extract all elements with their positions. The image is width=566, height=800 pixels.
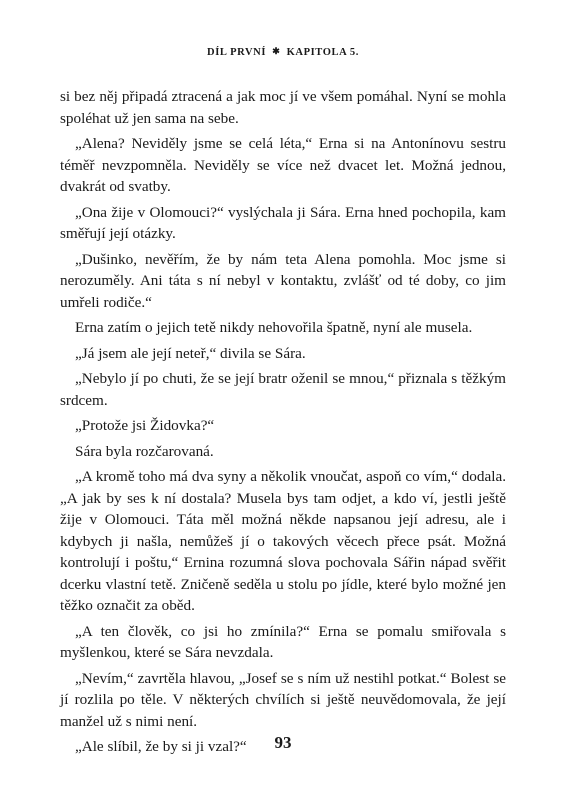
body-text — [60, 86, 506, 758]
paragraph-3: „Ona žije v Olomouci?“ vyslýchala ji Sára. Erna hned pochopila, kam směřují její otázky. — [60, 203, 506, 242]
paragraph-7: „Nebylo jí po chuti, že se její bratr oženil se mnou,“ přiznala s těžkým srdcem. — [60, 370, 506, 409]
paragraph-9: Sára byla rozčarovaná. — [75, 442, 214, 460]
paragraph-5: Erna zatím o jejich tetě nikdy nehovořila špatně, nyní ale musela. — [75, 319, 473, 336]
paragraph-6: „Já jsem ale její neteř,“ divila se Sára. — [75, 344, 306, 362]
paragraph-11: „A ten člověk, co jsi ho zmínila?“ Erna se pomalu smiřovala s myšlenkou, které se Sára nevzdala. — [60, 622, 506, 661]
paragraph-4: „Dušinko, nevěřím, že by nám teta Alena pomohla. Moc jsme si nerozuměly. Ani táta s ní nebyl v kontaktu, zvlášť od té doby, co jim umřeli rodiče.“ — [60, 250, 506, 311]
paragraph-2: „Alena? Neviděly jsme se celá léta,“ Erna si na Antonínovu sestru téměř nevzpomněla. Neviděly se více než dvacet let. Možná jednou, dvakrát od svatby. — [60, 135, 506, 195]
paragraph-1: si bez něj připadá ztracená a jak moc jí ve všem pomáhal. Nyní se mohla spoléhat už jen sama na sebe. — [60, 88, 506, 127]
header-part: DÍL PRVNÍ — [207, 47, 267, 58]
header-chapter: KAPITOLA 5. — [286, 47, 359, 58]
paragraph-10: „A kromě toho má dva syny a několik vnoučat, aspoň co vím,“ dodala. „A jak by ses k ní dostala? Musela bys tam odjet, a kdo ví, jestli ještě žije v Olomouci. Táta měl možná někde napsanou její adresu, ale i kdybych ji našla, nemůžeš jí o takových věcech přece psát. Možná kontrolují i poštu,“ Ernina rozumná slova pochovala Sářin nápad svěřit dcerku vlastní tetě. Zničeně seděla u stolu po jídle, které bylo možné jen těžko označit za oběd. — [60, 468, 506, 614]
header-separator-icon: ✱ — [272, 46, 281, 56]
paragraph-12: „Nevím,“ zavrtěla hlavou, „Josef se s ním už nestihl potkat.“ Bolest se jí rozlila po těle. V některých chvílích si ještě neuvědomovala, že její manžel už s nimi není. — [60, 669, 506, 730]
running-header — [0, 46, 566, 58]
page-number: 93 — [274, 733, 292, 752]
paragraph-13: „Ale slíbil, že by si ji vzal?“ — [75, 738, 247, 755]
paragraph-8: „Protože jsi Židovka?“ — [75, 417, 215, 434]
